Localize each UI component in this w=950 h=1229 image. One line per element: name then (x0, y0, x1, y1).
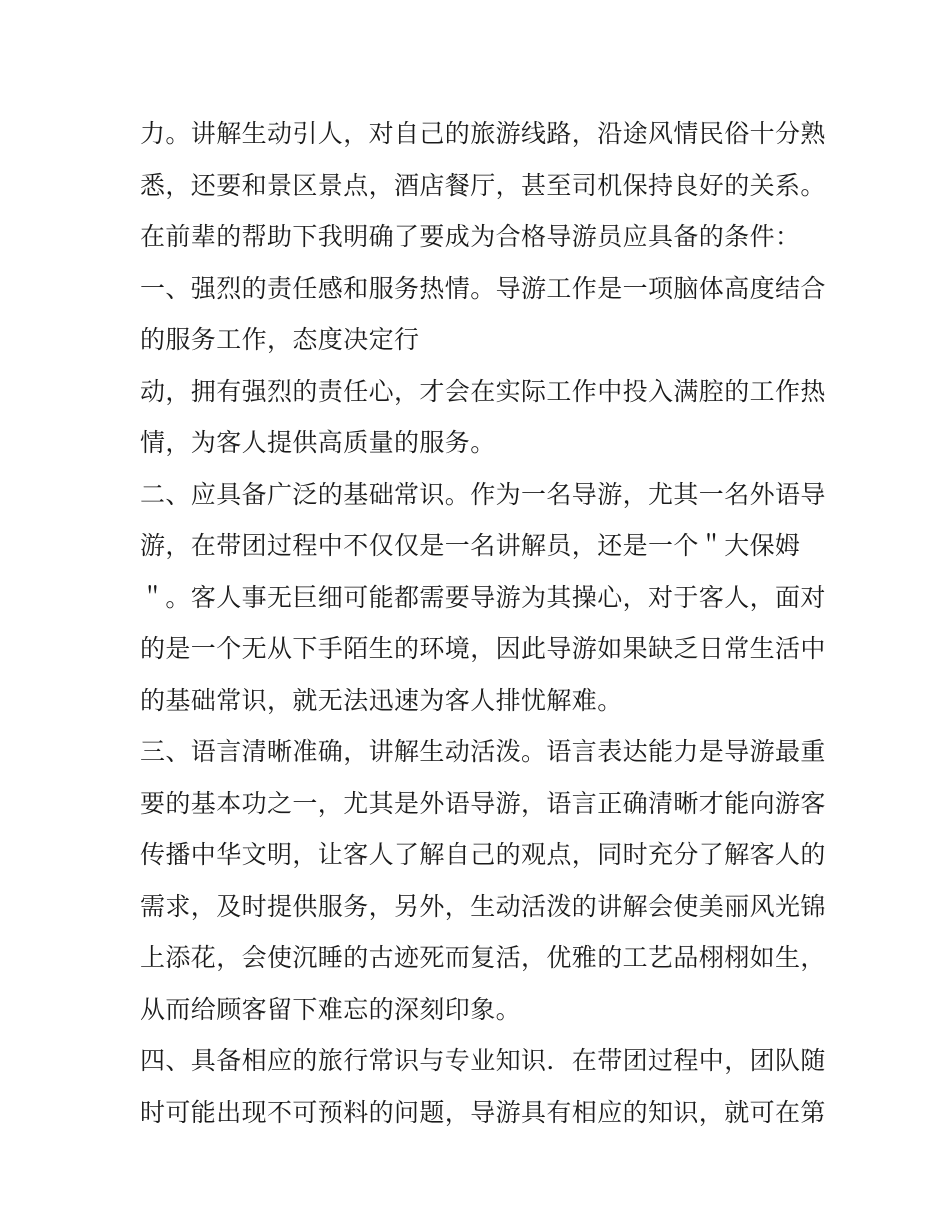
text-line: 游，在带团过程中不仅仅是一名讲解员，还是一个＂大保姆 (140, 531, 801, 560)
text-line: 悉，还要和景区景点，酒店餐厅，甚至司机保持良好的关系。 (140, 170, 826, 200)
text-line: 力。讲解生动引人，对自己的旅游线路，沿途风情民俗十分熟 (140, 119, 826, 148)
text-line: 从而给顾客留下难忘的深刻印象。 (140, 994, 522, 1024)
text-line: ＂。客人事无巨细可能都需要导游为其操心，对于客人，面对 (140, 582, 826, 612)
text-line: 上添花，会使沉睡的古迹死而复活，优雅的工艺品栩栩如生， (140, 943, 826, 972)
text-line: 的服务工作，态度决定行 (140, 325, 420, 354)
text-line: 需求，及时提供服务，另外，生动活泼的讲解会使美丽风光锦 (140, 891, 826, 921)
text-line: 动，拥有强烈的责任心，才会在实际工作中投入满腔的工作热 (140, 376, 826, 406)
text-line: 二、应具备广泛的基础常识。作为一名导游，尤其一名外语导 (140, 479, 826, 509)
text-line: 要的基本功之一，尤其是外语导游，语言正确清晰才能向游客 (140, 788, 826, 818)
body-text (140, 108, 826, 1138)
text-line: 时可能出现不可预料的问题，导游具有相应的知识，就可在第 (140, 1097, 826, 1127)
text-line: 的基础常识，就无法迅速为客人排忧解难。 (140, 685, 623, 715)
text-line: 传播中华文明，让客人了解自己的观点，同时充分了解客人的 (140, 840, 826, 869)
text-line: 三、语言清晰准确，讲解生动活泼。语言表达能力是导游最重 (140, 737, 826, 766)
text-line: 四、具备相应的旅行常识与专业知识．在带团过程中，团队随 (140, 1046, 826, 1075)
text-line: 在前辈的帮助下我明确了要成为合格导游员应具备的条件： (140, 222, 801, 251)
text-line: 情，为客人提供高质量的服务。 (140, 428, 496, 457)
text-line: 一、强烈的责任感和服务热情。导游工作是一项脑体高度结合 (140, 273, 826, 303)
text-line: 的是一个无从下手陌生的环境，因此导游如果缺乏日常生活中 (140, 634, 826, 663)
